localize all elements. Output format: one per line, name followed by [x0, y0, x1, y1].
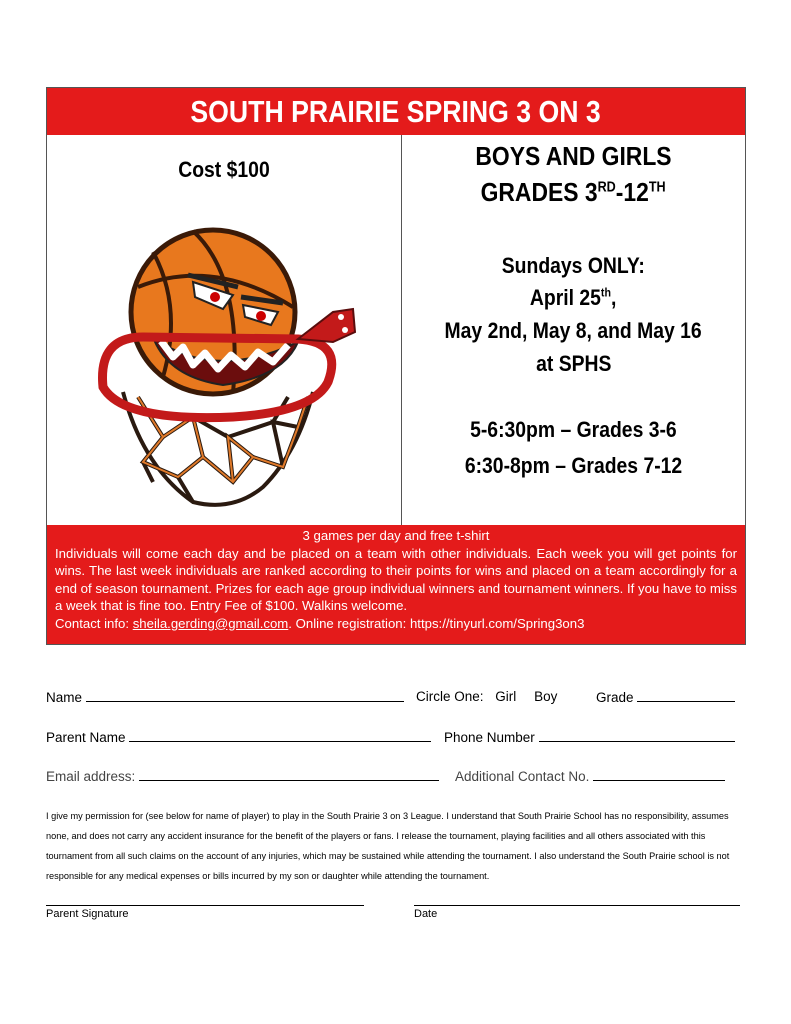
- circle-one-row: [416, 689, 557, 704]
- parent-signature-label: Parent Signature: [46, 908, 129, 920]
- grade-row: [596, 689, 735, 705]
- basketball-hoop-illustration: [83, 217, 373, 507]
- grades-heading: GRADES 3RD-12TH: [481, 177, 666, 207]
- info-paragraph: Individuals will come each day and be placed on a team with other individuals. Each week you will get points for wins. The last week individuals are ranked according to their points for wins and placed on a team accordingly for a end of season tournament. Prizes for each age group individual winners and tournament winners. If you have to miss a week that is fine too. Entry Fee of $100. Walkins welcome.: [55, 545, 737, 613]
- left-column: [47, 135, 402, 525]
- time-grades-3-6: 5-6:30pm – Grades 3-6: [470, 417, 677, 442]
- boy-option[interactable]: Boy: [534, 689, 558, 704]
- parent-signature-line[interactable]: [46, 905, 364, 906]
- name-field[interactable]: [86, 689, 404, 702]
- date-label: Date: [414, 908, 438, 920]
- additional-contact-row: [455, 768, 725, 784]
- page-title: SOUTH PRAIRIE SPRING 3 ON 3: [190, 94, 602, 129]
- sundays-only: Sundays ONLY:: [501, 253, 646, 278]
- time-grades-7-12: 6:30-8pm – Grades 7-12: [464, 453, 683, 478]
- additional-contact-label: Additional Contact No.: [455, 769, 590, 784]
- flyer-box: [46, 87, 746, 645]
- grade-field[interactable]: [637, 689, 735, 702]
- rim-bracket-icon: [298, 309, 355, 342]
- info-box: [47, 525, 745, 644]
- circle-one-label: Circle One:: [416, 689, 484, 704]
- email-row: [46, 768, 439, 784]
- phone-row: [444, 729, 735, 745]
- info-headline: 3 games per day and free t-shirt: [302, 528, 490, 543]
- name-label: Name: [46, 690, 83, 705]
- date-may: May 2nd, May 8, and May 16: [444, 318, 703, 343]
- right-column: [402, 135, 745, 525]
- title-bar: [47, 88, 745, 135]
- email-label: Email address:: [46, 769, 136, 784]
- location: at SPHS: [535, 351, 612, 376]
- name-row: [46, 689, 404, 705]
- contact-line: Contact info: sheila.gerding@gmail.com. Online registration: https://tinyurl.com/Spring3on3: [55, 615, 585, 631]
- boys-girls-heading: BOYS AND GIRLS: [475, 141, 672, 171]
- date-line[interactable]: [414, 905, 740, 906]
- cost-label: Cost $100: [178, 157, 270, 182]
- permission-text: I give my permission for (see below for name of player) to play in the South Prairie 3 on 3 League. I understand that South Prairie School has no responsibility, assumes none, and does not carry any accident insurance for the benefit of the players or fans. I release the tournament, playing facilities and all others associated with this tournament from all such claims on the account of any injuries, which may be sustained while attending the tournament. I also understand the South Prairie school is not responsible for any medical expenses or bills incurred by my son or daughter while attending the tournament.: [46, 811, 730, 881]
- parent-name-field[interactable]: [129, 729, 431, 742]
- email-field[interactable]: [139, 768, 439, 781]
- date-april: April 25th,: [530, 285, 617, 310]
- grade-label: Grade: [596, 690, 634, 705]
- phone-label: Phone Number: [444, 730, 535, 745]
- phone-field[interactable]: [539, 729, 735, 742]
- parent-name-label: Parent Name: [46, 730, 126, 745]
- contact-email-link[interactable]: sheila.gerding@gmail.com: [132, 615, 289, 631]
- additional-contact-field[interactable]: [593, 768, 725, 781]
- parent-name-row: [46, 729, 431, 745]
- girl-option[interactable]: Girl: [495, 689, 517, 704]
